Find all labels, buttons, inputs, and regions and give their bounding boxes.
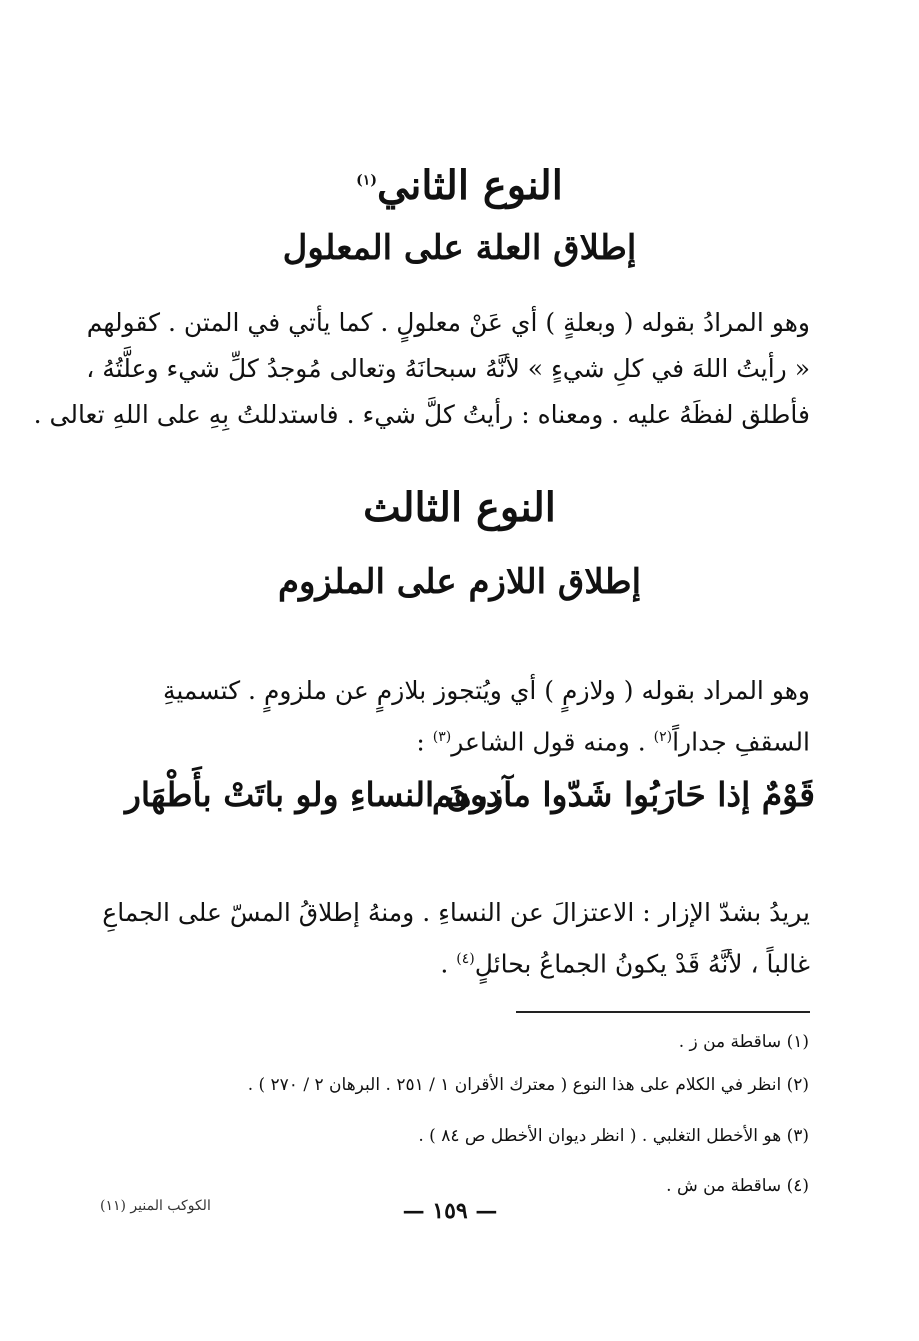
line-text: لأنَّهُ قَدْ يكونُ الجماعُ بحائلٍ [474,949,751,979]
paragraph-third-type [130,668,810,765]
section-subtitle-necessary-for-entailed [0,562,919,602]
footnote-4: (٤) ساقطة من ش . [666,1176,809,1196]
running-footer: الكوكب المنير (١١) [100,1198,211,1214]
line-text: . ومنه قول الشاعر [451,727,654,757]
section-title-text: النوع الثاني [376,162,563,209]
verse-second-hemistich: دونَ النساءِ ولو باتَتْ بأَطْهَار [125,775,501,814]
paragraph-second-type [33,300,810,438]
footnote-marker: (٤) [456,951,475,967]
section-title-text: النوع الثالث [363,484,556,531]
paragraph-line: وهو المراد بقوله ( ولازمٍ ) أي ويُتجوز بلازمٍ عن ملزومٍ . كتسميةِ [162,676,810,705]
section-subtitle-cause-for-effect [0,228,919,268]
paragraph-line [130,714,810,765]
paragraph-line: « رأيتُ اللهَ في كلِ شيءٍ » لأنَّهُ سبحانَهُ وتعالى مُوجدُ كلِّ شيء وعلَّتُهُ ، [86,354,810,383]
line-text: : [416,727,433,757]
line-text: غالباً ، [750,949,810,979]
paragraph-line: يريدُ بشدّ الإزار : الاعتزالَ عن النساءِ . ومنهُ إطلاقُ المسّ على الجماعِ [102,898,810,927]
section-title-third-type [0,484,919,531]
page-number: — ١٥٩ — [402,1198,498,1224]
paragraph-line [130,936,810,987]
footnote-marker: (٣) [432,729,452,745]
footnote-marker: (١) [356,172,377,189]
footnote-2: (٢) انظر في الكلام على هذا النوع ( معترك الأقران ١ / ٢٥١ . البرهان ٢ / ٢٧٠ ) . [247,1075,809,1095]
line-text: السقفِ جداراً [672,727,810,757]
section-subtitle-text: إطلاق اللازم على الملزوم [277,562,642,602]
paragraph-line: وهو المرادُ بقوله ( وبعلةٍ ) أي عَنْ معلولٍ . كما يأتي في المتن . كقولهم [86,308,810,337]
section-title-second-type [0,162,919,209]
footnote-3: (٣) هو الأخطل التغلبي . ( انظر ديوان الأخطل ص ٨٤ ) . [418,1126,809,1146]
footnote-separator [516,1011,810,1013]
footnote-1: (١) ساقطة من ز . [678,1032,809,1052]
verse-first-hemistich: قَوْمٌ إذا حَارَبُوا شَدّوا مآزرهم [431,775,815,814]
line-text: . [440,949,457,979]
paragraph-line: فأطلق لفظَهُ عليه . ومعناه : رأيتُ كلَّ شيء . فاستدللتُ بِهِ على اللهِ تعالى . [33,400,810,429]
footnote-marker: (٢) [653,729,673,745]
paragraph-explanation [102,890,810,987]
section-subtitle-text: إطلاق العلة على المعلول [282,228,637,268]
